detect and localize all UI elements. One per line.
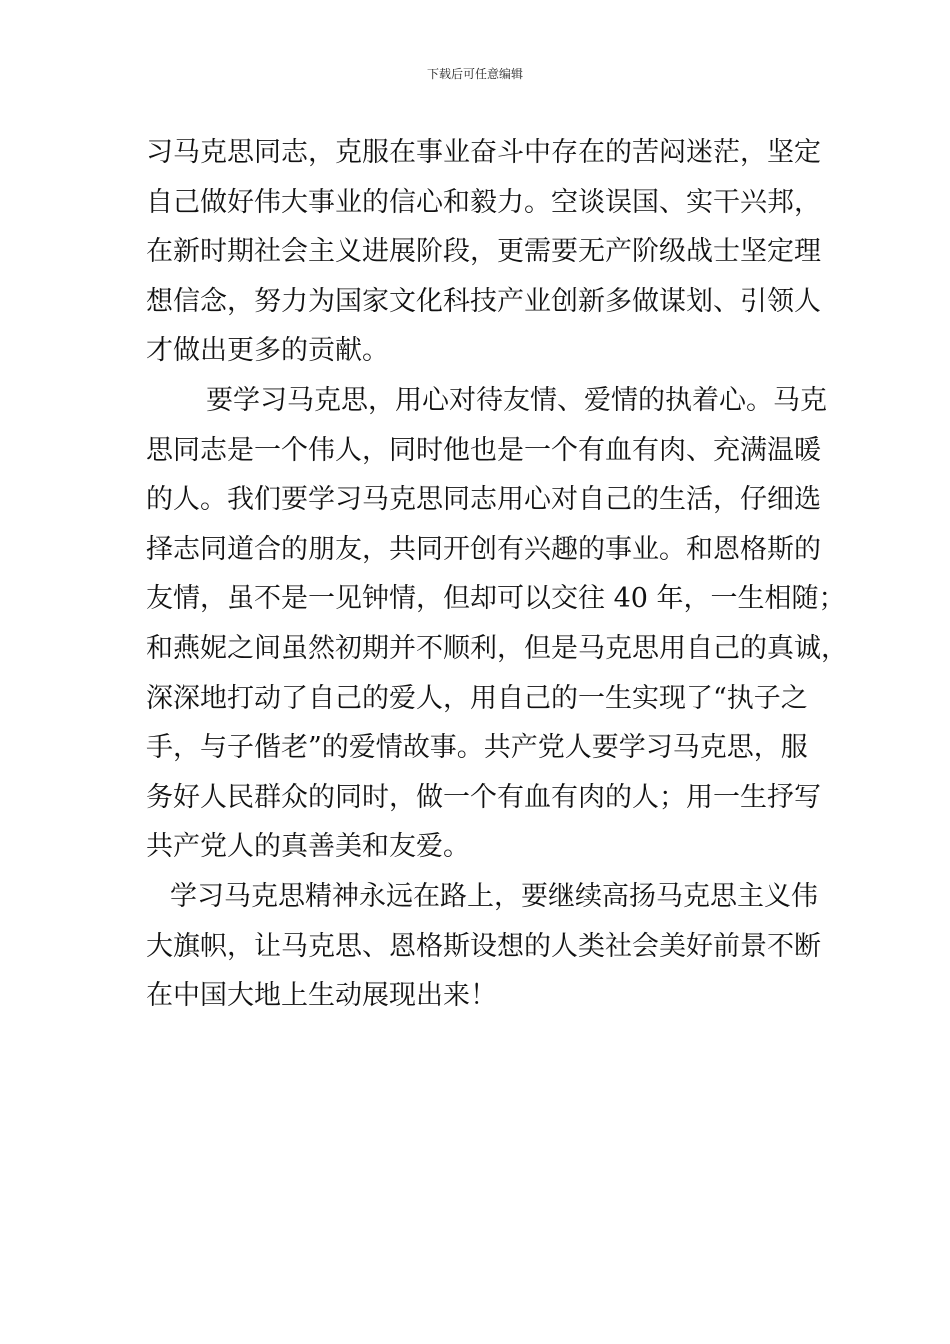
paragraph-3 [146,872,821,1021]
paragraph-line: 大旗帜，让马克思、恩格斯设想的人类社会美好前景不断 [146,930,821,962]
paragraph-line: 友情，虽不是一见钟情，但却可以交往 40 年，一生相随； [146,583,846,615]
paragraph-line: 共产党人的真善美和友爱。 [146,831,470,863]
paragraph-line: 务好人民群众的同时，做一个有血有肉的人；用一生抒写 [146,781,821,813]
paragraph-line: 在新时期社会主义进展阶段，更需要无产阶级战士坚定理 [146,236,821,268]
paragraph-line: 和燕妮之间虽然初期并不顺利，但是马克思用自己的真诚， [146,632,848,664]
paragraph-line: 要学习马克思，用心对待友情、爱情的执着心。马克 [206,384,827,416]
paragraph-line: 的人。我们要学习马克思同志用心对自己的生活，仔细选 [146,484,821,516]
paragraph-line: 在中国大地上生动展现出来！ [146,980,497,1012]
page-header: 下载后可任意编辑 [426,67,523,81]
paragraph-line: 自己做好伟大事业的信心和毅力。空谈误国、实干兴邦， [146,186,821,218]
paragraph-line: 择志同道合的朋友，共同开创有兴趣的事业。和恩格斯的 [146,533,821,565]
paragraph-line: 才做出更多的贡献。 [146,335,389,367]
paragraph-line: 深深地打动了自己的爱人，用自己的一生实现了“执子之 [146,682,808,714]
paragraph-2 [146,376,848,872]
paragraph-1 [146,128,821,376]
paragraph-line: 思同志是一个伟人，同时他也是一个有血有肉、充满温暖 [146,434,821,466]
paragraph-line: 学习马克思精神永远在路上，要继续高扬马克思主义伟 [170,880,818,912]
paragraph-line: 手，与子偕老”的爱情故事。共产党人要学习马克思，服 [146,732,808,764]
paragraph-line: 想信念，努力为国家文化科技产业创新多做谋划、引领人 [146,285,821,317]
paragraph-line: 习马克思同志，克服在事业奋斗中存在的苦闷迷茫，坚定 [146,137,821,168]
document-body [146,128,848,1021]
